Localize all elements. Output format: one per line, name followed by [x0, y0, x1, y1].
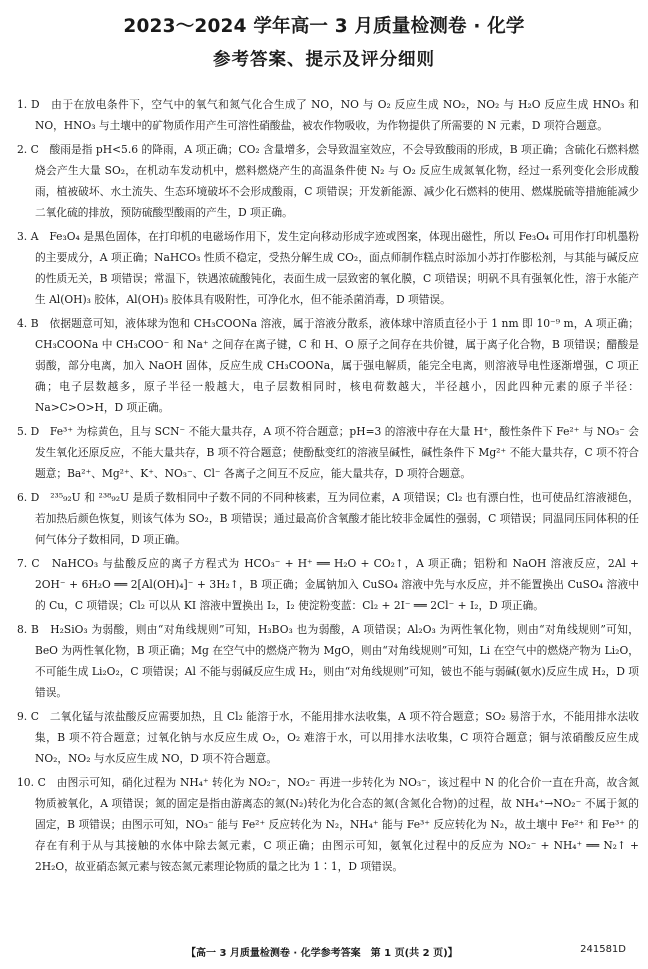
answer-item-10: 10. C 由图示可知，硝化过程为 NH₄⁺ 转化为 NO₂⁻，NO₂⁻ 再进一步转化为 NO₃⁻，该过程中 N 的化合价一直在升高，故含氮物质被氧化，A 项错误；氮的固定是指由游离态的氮(N₂)转化为化合态的氮(含氮化合物)的过程，故 NH₄⁺→NO₂⁻ 不属于氮的固定，B 项错误；由图示可知，NO₃⁻ 能与 Fe²⁺ 反应转化为 N₂，NH₄⁺ 能与 Fe³⁺ 反应转化为 N₂，故土壤中 Fe²⁺ 和 Fe³⁺ 的存在有利于从与其接触的水体中除去氮元素，C 项正确；由图示可知，氨氧化过程中的反应为 NO₂⁻ + NH₄⁺ ══ N₂↑ + 2H₂O，故亚硝态氮元素与铵态氮元素理论物质的量之比为 1∶1，D 项错误。	[17, 776, 639, 873]
answer-item-2: 2. C 酸雨是指 pH<5.6 的降雨，A 项正确；CO₂ 含量增多，会导致温室效应，不会导致酸雨的形成，B 项正确；含硫化石燃料燃烧会产生大量 SO₂，在机动车发动机中，燃料燃烧产生的高温条件使 N₂ 与 O₂ 反应生成氮氧化物，经过一系列变化会形成酸雨，植被破坏、水土流失、生态环境破坏不会形成酸雨，C 项错误；开发新能源、减少化石燃料的使用、燃煤脱硫等措施能减少二氧化硫的排放，预防硫酸型酸雨的产生，D 项正确。	[17, 143, 639, 219]
answer-item-7: 7. C NaHCO₃ 与盐酸反应的离子方程式为 HCO₃⁻ + H⁺ ══ H₂O + CO₂↑，A 项正确；铝粉和 NaOH 溶液反应，2Al + 2OH⁻ + 6H₂O ══ 2[Al(OH)₄]⁻ + 3H₂↑，B 项正确；金属钠加入 CuSO₄ 溶液中先与水反应，并不能置换出 CuSO₄ 溶液中的 Cu，C 项错误；Cl₂ 可以从 KI 溶液中置换出 I₂，I₂ 使淀粉变蓝：Cl₂ + 2I⁻ ══ 2Cl⁻ + I₂，D 项正确。	[17, 557, 639, 612]
answer-item-3: 3. A Fe₃O₄ 是黑色固体，在打印机的电磁场作用下，发生定向移动形成字迹或图案，体现出磁性，所以 Fe₃O₄ 可用作打印机墨粉的主要成分，A 项正确；NaHCO₃ 性质不稳定，受热分解生成 CO₂，面点师制作糕点时添加小苏打作膨松剂，与其能与碱反应的性质无关，B 项错误；常温下，铁遇浓硫酸钝化，表面生成一层致密的氧化膜，C 项错误；明矾不具有强氧化性，溶于水能产生 Al(OH)₃ 胶体，Al(OH)₃ 胶体具有吸附性，可净化水，但不能杀菌消毒，D 项错误。	[17, 230, 639, 306]
footer-doc-code: 241581D	[580, 944, 626, 955]
answer-item-4: 4. B 依据题意可知，液体球为饱和 CH₃COONa 溶液，属于溶液分散系，液体球中溶质直径小于 1 nm 即 10⁻⁹ m，A 项正确；CH₃COONa 中 CH₃COO⁻ 和 Na⁺ 之间存在离子键，C 和 H、O 原子之间存在共价键，属于离子化合物，B 项错误；醋酸是弱酸，部分电离，加入 NaOH 固体，反应生成 CH₃COONa，属于强电解质，能完全电离，则溶液导电性逐渐增强，C 项正确；电子层数越多，原子半径一般越大，电子层数相同时，核电荷数越大，半径越小，因此四种元素的原子半径：Na>C>O>H，D 项正确。	[17, 317, 639, 414]
answer-item-6: 6. D ²³⁵₉₂U 和 ²³⁸₉₂U 是质子数相同中子数不同的不同种核素，互为同位素，A 项错误；Cl₂ 也有漂白性，也可使品红溶液褪色，若加热后颜色恢复，则该气体为 SO₂，B 项错误；通过最高价含氧酸才能比较非金属性的强弱，C 项错误；同温同压同体积的任何气体分子数相同，D 项正确。	[17, 491, 639, 546]
answer-item-9: 9. C 二氧化锰与浓盐酸反应需要加热，且 Cl₂ 能溶于水，不能用排水法收集，A 项不符合题意；SO₂ 易溶于水，不能用排水法收集，B 项不符合题意；过氧化钠与水反应生成 O₂，O₂ 难溶于水，可以用排水法收集，C 项符合题意；铜与浓硝酸反应生成 NO₂，NO₂ 与水反应生成 NO，D 项不符合题意。	[17, 710, 639, 765]
page-subtitle: 参考答案、提示及评分细则	[213, 50, 435, 70]
footer-page-info: 【高一 3 月质量检测卷 · 化学参考答案 第 1 页(共 2 页)】	[186, 948, 458, 959]
answer-item-1: 1. D 由于在放电条件下，空气中的氧气和氮气化合生成了 NO，NO 与 O₂ 反应生成 NO₂，NO₂ 与 H₂O 反应生成 HNO₃ 和 NO，HNO₃ 与土壤中的矿物质作用产生可溶性硝酸盐，被农作物吸收，为作物提供了所需要的 N 元素，D 项符合题意。	[17, 98, 639, 132]
answer-list	[17, 94, 639, 880]
page-title: 2023～2024 学年高一 3 月质量检测卷 · 化学	[123, 16, 525, 37]
answer-item-5: 5. D Fe³⁺ 为棕黄色，且与 SCN⁻ 不能大量共存，A 项不符合题意；pH=3 的溶液中存在大量 H⁺，酸性条件下 Fe²⁺ 与 NO₃⁻ 会发生氧化还原反应，不能大量共存，B 项不符合题意；使酚酞变红的溶液呈碱性，碱性条件下 Mg²⁺ 不能大量共存，C 项不符合题意；Ba²⁺、Mg²⁺、K⁺、NO₃⁻、Cl⁻ 各离子之间互不反应，能大量共存，D 项符合题意。	[17, 425, 639, 480]
answer-item-8: 8. B H₂SiO₃ 为弱酸，则由“对角线规则”可知，H₃BO₃ 也为弱酸，A 项错误；Al₂O₃ 为两性氧化物，则由“对角线规则”可知，BeO 为两性氧化物，B 项正确；Mg 在空气中的燃烧产物为 MgO，则由“对角线规则”可知，Li 在空气中的燃烧产物为 Li₂O，不可能生成 Li₂O₂，C 项错误；Al 不能与弱碱反应生成 H₂，则由“对角线规则”可知，铍也不能与弱碱(氨水)反应生成 H₂，D 项错误。	[17, 623, 639, 699]
